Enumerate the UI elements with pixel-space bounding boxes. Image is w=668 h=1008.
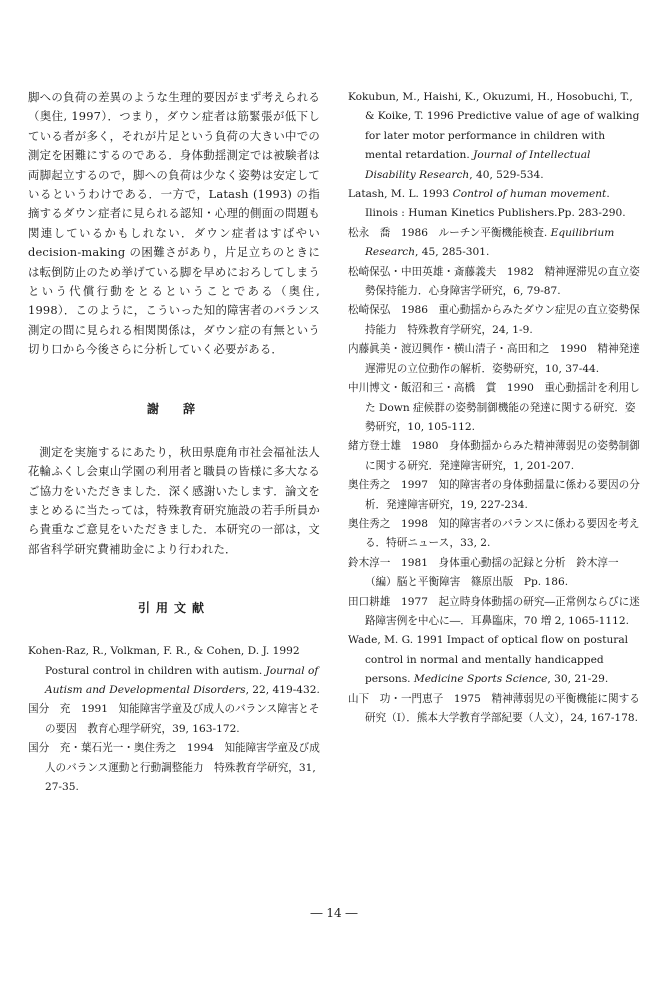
reference-text: 奥住秀之 1998 知的障害者のバランスに係わる要因を考える．特研ニュース，33, 2.: [348, 517, 640, 550]
reference-entry: [348, 263, 644, 302]
reference-text: 国分 充・葉石光一・奥住秀之 1994 知能障害学童及び成人のバランス運動と行動調整能力 特殊教育学研究，31, 27-35.: [28, 742, 320, 793]
reference-text-tail: , 22, 419-432.: [245, 683, 320, 696]
reference-list-left: [28, 642, 320, 797]
right-column: [348, 88, 644, 728]
reference-text: 中川博文・飯沼和三・高橋 賞 1990 重心動揺計を利用した Down 症候群の姿勢制御機能の発達に関する研究．姿勢研究，10, 105-112.: [348, 382, 640, 433]
reference-text-tail: . Ilinois : Human Kinetics Publishers.Pp. 283-290.: [364, 188, 626, 220]
reference-text: Kokubun, M., Haishi, K., Okuzumi, H., Hosobuchi, T., & Koike, T. 1996 Predictive value of age of walking for later motor performance in children with mental retardation.: [348, 91, 640, 162]
reference-entry: [28, 739, 320, 797]
reference-journal: Control of human movement: [452, 188, 607, 201]
reference-text: 松崎保弘・中田英雄・斎藤義夫 1982 精神遅滞児の直立姿勢保持能力．心身障害学研究，6, 79-87.: [348, 265, 640, 298]
left-column: [28, 88, 320, 797]
reference-text: 奥住秀之 1997 知的障害者の身体動揺量に係わる要因の分析．発達障害研究，19, 227-234.: [348, 479, 640, 511]
reference-journal: Equilibrium Research: [364, 226, 615, 259]
reference-entry: [348, 631, 644, 689]
reference-entry: [348, 88, 644, 185]
reference-text: 山下 功・一門恵子 1975 精神薄弱児の平衡機能に関する研究（Ⅰ）．熊本大学教育学部紀要（人文），24, 167-178.: [348, 692, 640, 724]
body-paragraph: 脚への負荷の差異のような生理的要因がまず考えられる（奥住, 1997）．つまり，ダウン症者は筋緊張が低下している者が多く，それが片足という負荷の大きい中での測定を困難にするのである．身体動揺測定では被験者は両脚起立するので，脚への負荷は少なく姿勢は安定しているというわけである．一方で，Latash (1993) の指摘するダウン症者に見られる認知・心理的側面の問題も関連しているかもしれない．ダウン症者はすばやい decision-making の困難さがあり，片足立ちのときには転倒防止のため挙げている脚を早めにおろしてしまうという代償行動をとるということである（奥住, 1998）．このように，こういった知的障害者のバランス測定の間に見られる相関関係は，ダウン症の有無という切り口から今後さらに分析していく必要がある．: [28, 90, 320, 357]
reference-entry: [348, 224, 644, 263]
reference-text: 田口耕雄 1977 起立時身体動揺の研究―正常例ならびに迷路障害例を中心に―．耳鼻臨床，70 増 2, 1065-1112.: [348, 595, 640, 627]
reference-entry: [348, 437, 644, 476]
reference-text-tail: , 30, 21-29.: [547, 673, 609, 686]
reference-journal: Journal of Autism and Developmental Disorders: [44, 664, 319, 696]
reference-list-right: [348, 88, 644, 728]
reference-text: Latash, M. L. 1993: [348, 188, 453, 201]
reference-entry: [348, 340, 644, 379]
reference-entry: [348, 593, 644, 632]
reference-text: 松永 喬 1986 ルーチン平衡機能検査.: [348, 226, 551, 239]
reference-text-tail: , 40, 529-534.: [469, 168, 544, 181]
reference-entry: [348, 690, 644, 729]
reference-text: 鈴木淳一 1981 身体重心動揺の記録と分析 鈴木淳一（編）脳と平衡障害 篠原出版 Pp. 186.: [348, 556, 619, 589]
reference-entry: [28, 700, 320, 739]
acknowledgements-text: 測定を実施するにあたり，秋田県鹿角市社会福祉法人花輪ふくし会東山学園の利用者と職員の皆様に多大なるご協力をいただきました．深く感謝いたします．論文をまとめるに当たっては，特殊教育研究施設の若手所員から貴重なご意見をいただきました．本研究の一部は，文部省科学研究費補助金により行われた．: [28, 444, 320, 556]
reference-journal: Medicine Sports Science: [413, 673, 548, 686]
acknowledgements-heading: 謝 辞: [146, 401, 201, 416]
reference-text: 国分 充 1991 知能障害学童及び成人のバランス障害とその要因 教育心理学研究，39, 163-172.: [28, 703, 320, 735]
reference-text: 緒方登士雄 1980 身体動揺からみた精神薄弱児の姿勢制御に関する研究．発達障害研究，1, 201-207.: [348, 440, 640, 472]
reference-entry: [28, 642, 320, 700]
reference-entry: [348, 554, 644, 593]
reference-entry: [348, 301, 644, 340]
reference-entry: [348, 476, 644, 515]
reference-text: 松崎保弘 1986 重心動揺からみたダウン症児の直立姿勢保持能力 特殊教育学研究，24, 1-9.: [348, 304, 640, 336]
reference-text: Wade, M. G. 1991 Impact of optical flow on postural control in normal and mentally handicapped persons.: [348, 634, 629, 686]
references-heading: 引用文献: [137, 601, 210, 616]
reference-text: 内藤眞美・渡辺興作・横山清子・高田和之 1990 精神発達遅滞児の立位動作の解析．姿勢研究，10, 37-44.: [348, 343, 640, 375]
reference-entry: [348, 515, 644, 554]
reference-entry: [348, 185, 644, 224]
reference-entry: [348, 379, 644, 437]
reference-text-tail: , 45, 285-301.: [415, 246, 490, 259]
page-number: ― 14 ―: [310, 906, 358, 920]
reference-text: Kohen-Raz, R., Volkman, F. R., & Cohen, D. J. 1992 Postural control in children with autism.: [28, 645, 300, 677]
reference-journal: Journal of Intellectual Disability Research: [364, 149, 591, 181]
